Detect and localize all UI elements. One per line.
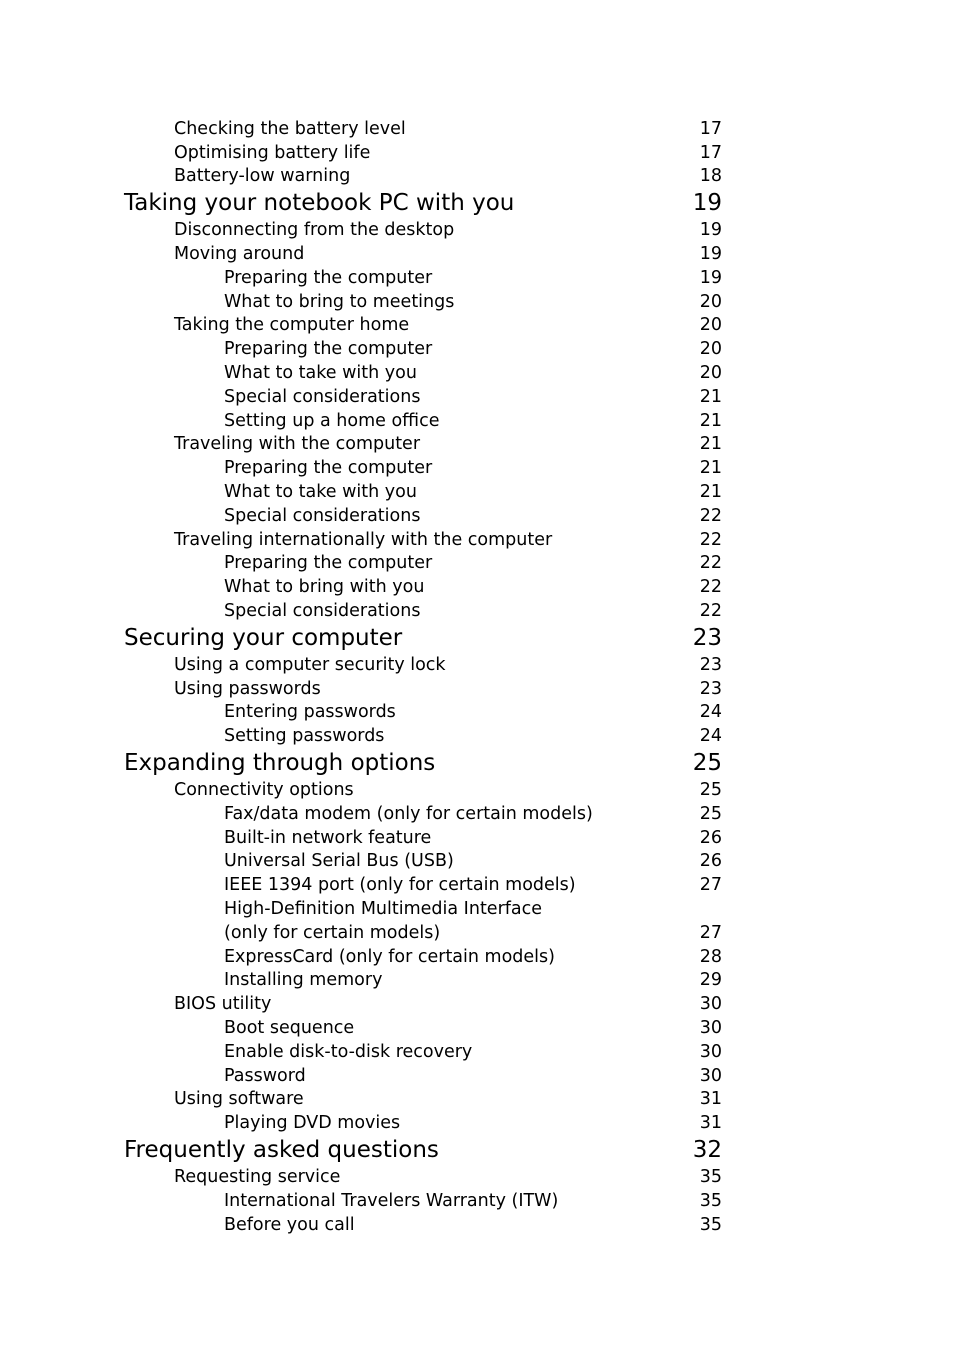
toc-entry[interactable] xyxy=(124,575,722,599)
toc-page-number: 31 xyxy=(699,1089,722,1110)
toc-entry-title: BIOS utility xyxy=(174,994,272,1015)
toc-entry[interactable] xyxy=(124,873,722,897)
toc-page-number: 22 xyxy=(699,601,722,622)
toc-entry[interactable] xyxy=(124,480,722,504)
toc-page-number: 17 xyxy=(699,118,722,139)
toc-entry-title: International Travelers Warranty (ITW) xyxy=(224,1190,559,1211)
toc-entry-title: Universal Serial Bus (USB) xyxy=(224,851,454,872)
toc-page-number: 30 xyxy=(699,1041,722,1062)
toc-page-number: 22 xyxy=(699,529,722,550)
toc-entry-title: Using software xyxy=(174,1089,304,1110)
toc-entry[interactable] xyxy=(124,1040,722,1064)
toc-entry-title: Enable disk-to-disk recovery xyxy=(224,1041,473,1062)
toc-page-number: 22 xyxy=(699,553,722,574)
toc-page-number: 32 xyxy=(692,1137,722,1164)
toc-entry[interactable] xyxy=(124,1165,722,1189)
toc-entry[interactable] xyxy=(124,677,722,701)
toc-entry-title: Special considerations xyxy=(224,601,421,622)
toc-page-number: 30 xyxy=(699,994,722,1015)
toc-entry[interactable] xyxy=(124,1087,722,1111)
toc-page-number: 35 xyxy=(699,1190,722,1211)
toc-entry[interactable] xyxy=(124,969,722,993)
toc-page-number: 20 xyxy=(699,339,722,360)
toc-page-number: 22 xyxy=(699,577,722,598)
toc-entry-title: Traveling with the computer xyxy=(174,434,421,455)
toc-entry[interactable] xyxy=(124,921,722,945)
toc-page-number: 30 xyxy=(699,1017,722,1038)
toc-entry-title: Fax/data modem (only for certain models) xyxy=(224,803,593,824)
toc-entry-title: Expanding through options xyxy=(124,750,436,777)
toc-entry-title: Built-in network feature xyxy=(224,827,432,848)
toc-entry[interactable] xyxy=(124,724,722,748)
toc-entry-title: Traveling internationally with the computer xyxy=(174,529,553,550)
toc-entry[interactable] xyxy=(124,1111,722,1135)
toc-entry[interactable] xyxy=(124,314,722,338)
toc-entry[interactable] xyxy=(124,165,722,189)
toc-entry-title: Requesting service xyxy=(174,1166,341,1187)
toc-page-number: 21 xyxy=(699,482,722,503)
toc-page-number: 20 xyxy=(699,363,722,384)
toc-entry[interactable] xyxy=(124,266,722,290)
toc-entry[interactable] xyxy=(124,945,722,969)
toc-entry[interactable] xyxy=(124,850,722,874)
toc-page-number: 30 xyxy=(699,1065,722,1086)
toc-entry[interactable] xyxy=(124,337,722,361)
toc-entry-title: Setting up a home office xyxy=(224,410,440,431)
toc-entry-title: Moving around xyxy=(174,244,305,265)
toc-entry[interactable] xyxy=(124,433,722,457)
toc-entry-title: Frequently asked questions xyxy=(124,1137,439,1164)
toc-entry-title: High-Definition Multimedia Interface xyxy=(224,899,543,919)
toc-page-number: 19 xyxy=(692,190,722,217)
toc-entry-title: Special considerations xyxy=(224,386,421,407)
toc-entry-title: Using passwords xyxy=(174,678,321,699)
toc-entry[interactable] xyxy=(124,778,722,802)
toc-page-number: 18 xyxy=(699,166,722,187)
toc-entry-title: Boot sequence xyxy=(224,1017,355,1038)
toc-entry-title: (only for certain models) xyxy=(224,922,441,943)
toc-entry-title: Playing DVD movies xyxy=(224,1113,401,1134)
toc-page-number: 19 xyxy=(699,267,722,288)
toc-page-number: 24 xyxy=(699,702,722,723)
toc-entry[interactable] xyxy=(124,528,722,552)
toc-page-number: 21 xyxy=(699,410,722,431)
toc-chapter-entry[interactable] xyxy=(124,748,722,778)
toc-page-number: 35 xyxy=(699,1166,722,1187)
toc-entry-title: Disconnecting from the desktop xyxy=(174,220,455,241)
toc-entry[interactable] xyxy=(124,456,722,480)
toc-entry[interactable] xyxy=(124,897,722,921)
toc-entry-title: IEEE 1394 port (only for certain models) xyxy=(224,875,576,896)
toc-entry-title: What to bring to meetings xyxy=(224,291,455,312)
toc-chapter-entry[interactable] xyxy=(124,1135,722,1165)
toc-page-number: 23 xyxy=(692,624,722,651)
toc-entry-title: Preparing the computer xyxy=(224,458,433,479)
toc-page-number: 26 xyxy=(699,827,722,848)
toc-page-number: 23 xyxy=(699,678,722,699)
table-of-contents xyxy=(124,117,722,1236)
toc-entry[interactable] xyxy=(124,218,722,242)
toc-entry-title: Battery-low warning xyxy=(174,166,351,187)
toc-page-number: 24 xyxy=(699,726,722,747)
toc-page-number: 23 xyxy=(699,654,722,675)
toc-entry-title: Connectivity options xyxy=(174,780,354,801)
toc-entry-title: Taking your notebook PC with you xyxy=(124,190,515,217)
toc-entry[interactable] xyxy=(124,552,722,576)
toc-entry[interactable] xyxy=(124,992,722,1016)
toc-entry[interactable] xyxy=(124,701,722,725)
toc-page-number: 26 xyxy=(699,851,722,872)
toc-entry-title: Checking the battery level xyxy=(174,118,406,139)
toc-entry-title: Preparing the computer xyxy=(224,339,433,360)
toc-entry-title: What to bring with you xyxy=(224,577,425,598)
toc-page-number: 22 xyxy=(699,505,722,526)
toc-page-number: 28 xyxy=(699,946,722,967)
toc-entry[interactable] xyxy=(124,1189,722,1213)
toc-page-number: 21 xyxy=(699,458,722,479)
toc-page-number: 27 xyxy=(699,875,722,896)
toc-entry[interactable] xyxy=(124,802,722,826)
toc-chapter-entry[interactable] xyxy=(124,623,722,653)
toc-page-number: 27 xyxy=(699,922,722,943)
toc-entry[interactable] xyxy=(124,290,722,314)
toc-page-number: 29 xyxy=(699,970,722,991)
toc-page-number: 25 xyxy=(699,780,722,801)
toc-entry[interactable] xyxy=(124,1064,722,1088)
toc-entry[interactable] xyxy=(124,409,722,433)
toc-entry[interactable] xyxy=(124,117,722,141)
toc-entry[interactable] xyxy=(124,1213,722,1237)
toc-entry-title: Preparing the computer xyxy=(224,553,433,574)
toc-entry[interactable] xyxy=(124,141,722,165)
toc-page-number: 17 xyxy=(699,142,722,163)
toc-entry-title: Before you call xyxy=(224,1214,355,1235)
toc-entry[interactable] xyxy=(124,361,722,385)
toc-entry-title: ExpressCard (only for certain models) xyxy=(224,946,555,967)
toc-entry-title: Entering passwords xyxy=(224,702,396,723)
toc-page-number: 20 xyxy=(699,315,722,336)
toc-page-number: 25 xyxy=(699,803,722,824)
toc-entry-title: Using a computer security lock xyxy=(174,654,446,675)
toc-entry-title: Setting passwords xyxy=(224,726,385,747)
toc-chapter-entry[interactable] xyxy=(124,188,722,218)
toc-entry[interactable] xyxy=(124,653,722,677)
toc-entry-title: Installing memory xyxy=(224,970,383,991)
toc-entry-title: Securing your computer xyxy=(124,624,403,651)
toc-page-number: 35 xyxy=(699,1214,722,1235)
toc-page-number: 31 xyxy=(699,1113,722,1134)
toc-entry[interactable] xyxy=(124,504,722,528)
toc-entry-title: Preparing the computer xyxy=(224,267,433,288)
toc-entry-title: What to take with you xyxy=(224,482,417,503)
toc-entry[interactable] xyxy=(124,385,722,409)
toc-page-number: 20 xyxy=(699,291,722,312)
toc-entry[interactable] xyxy=(124,826,722,850)
toc-entry-title: Special considerations xyxy=(224,505,421,526)
toc-entry[interactable] xyxy=(124,1016,722,1040)
toc-page-number: 19 xyxy=(699,220,722,241)
toc-entry-title: Optimising battery life xyxy=(174,142,371,163)
toc-entry-title: What to take with you xyxy=(224,363,417,384)
toc-page-number: 21 xyxy=(699,386,722,407)
toc-page-number: 21 xyxy=(699,434,722,455)
toc-page-number: 25 xyxy=(692,750,722,777)
toc-entry[interactable] xyxy=(124,242,722,266)
toc-entry-title: Password xyxy=(224,1065,306,1086)
toc-entry[interactable] xyxy=(124,599,722,623)
toc-page-number: 19 xyxy=(699,244,722,265)
toc-entry-title: Taking the computer home xyxy=(174,315,410,336)
